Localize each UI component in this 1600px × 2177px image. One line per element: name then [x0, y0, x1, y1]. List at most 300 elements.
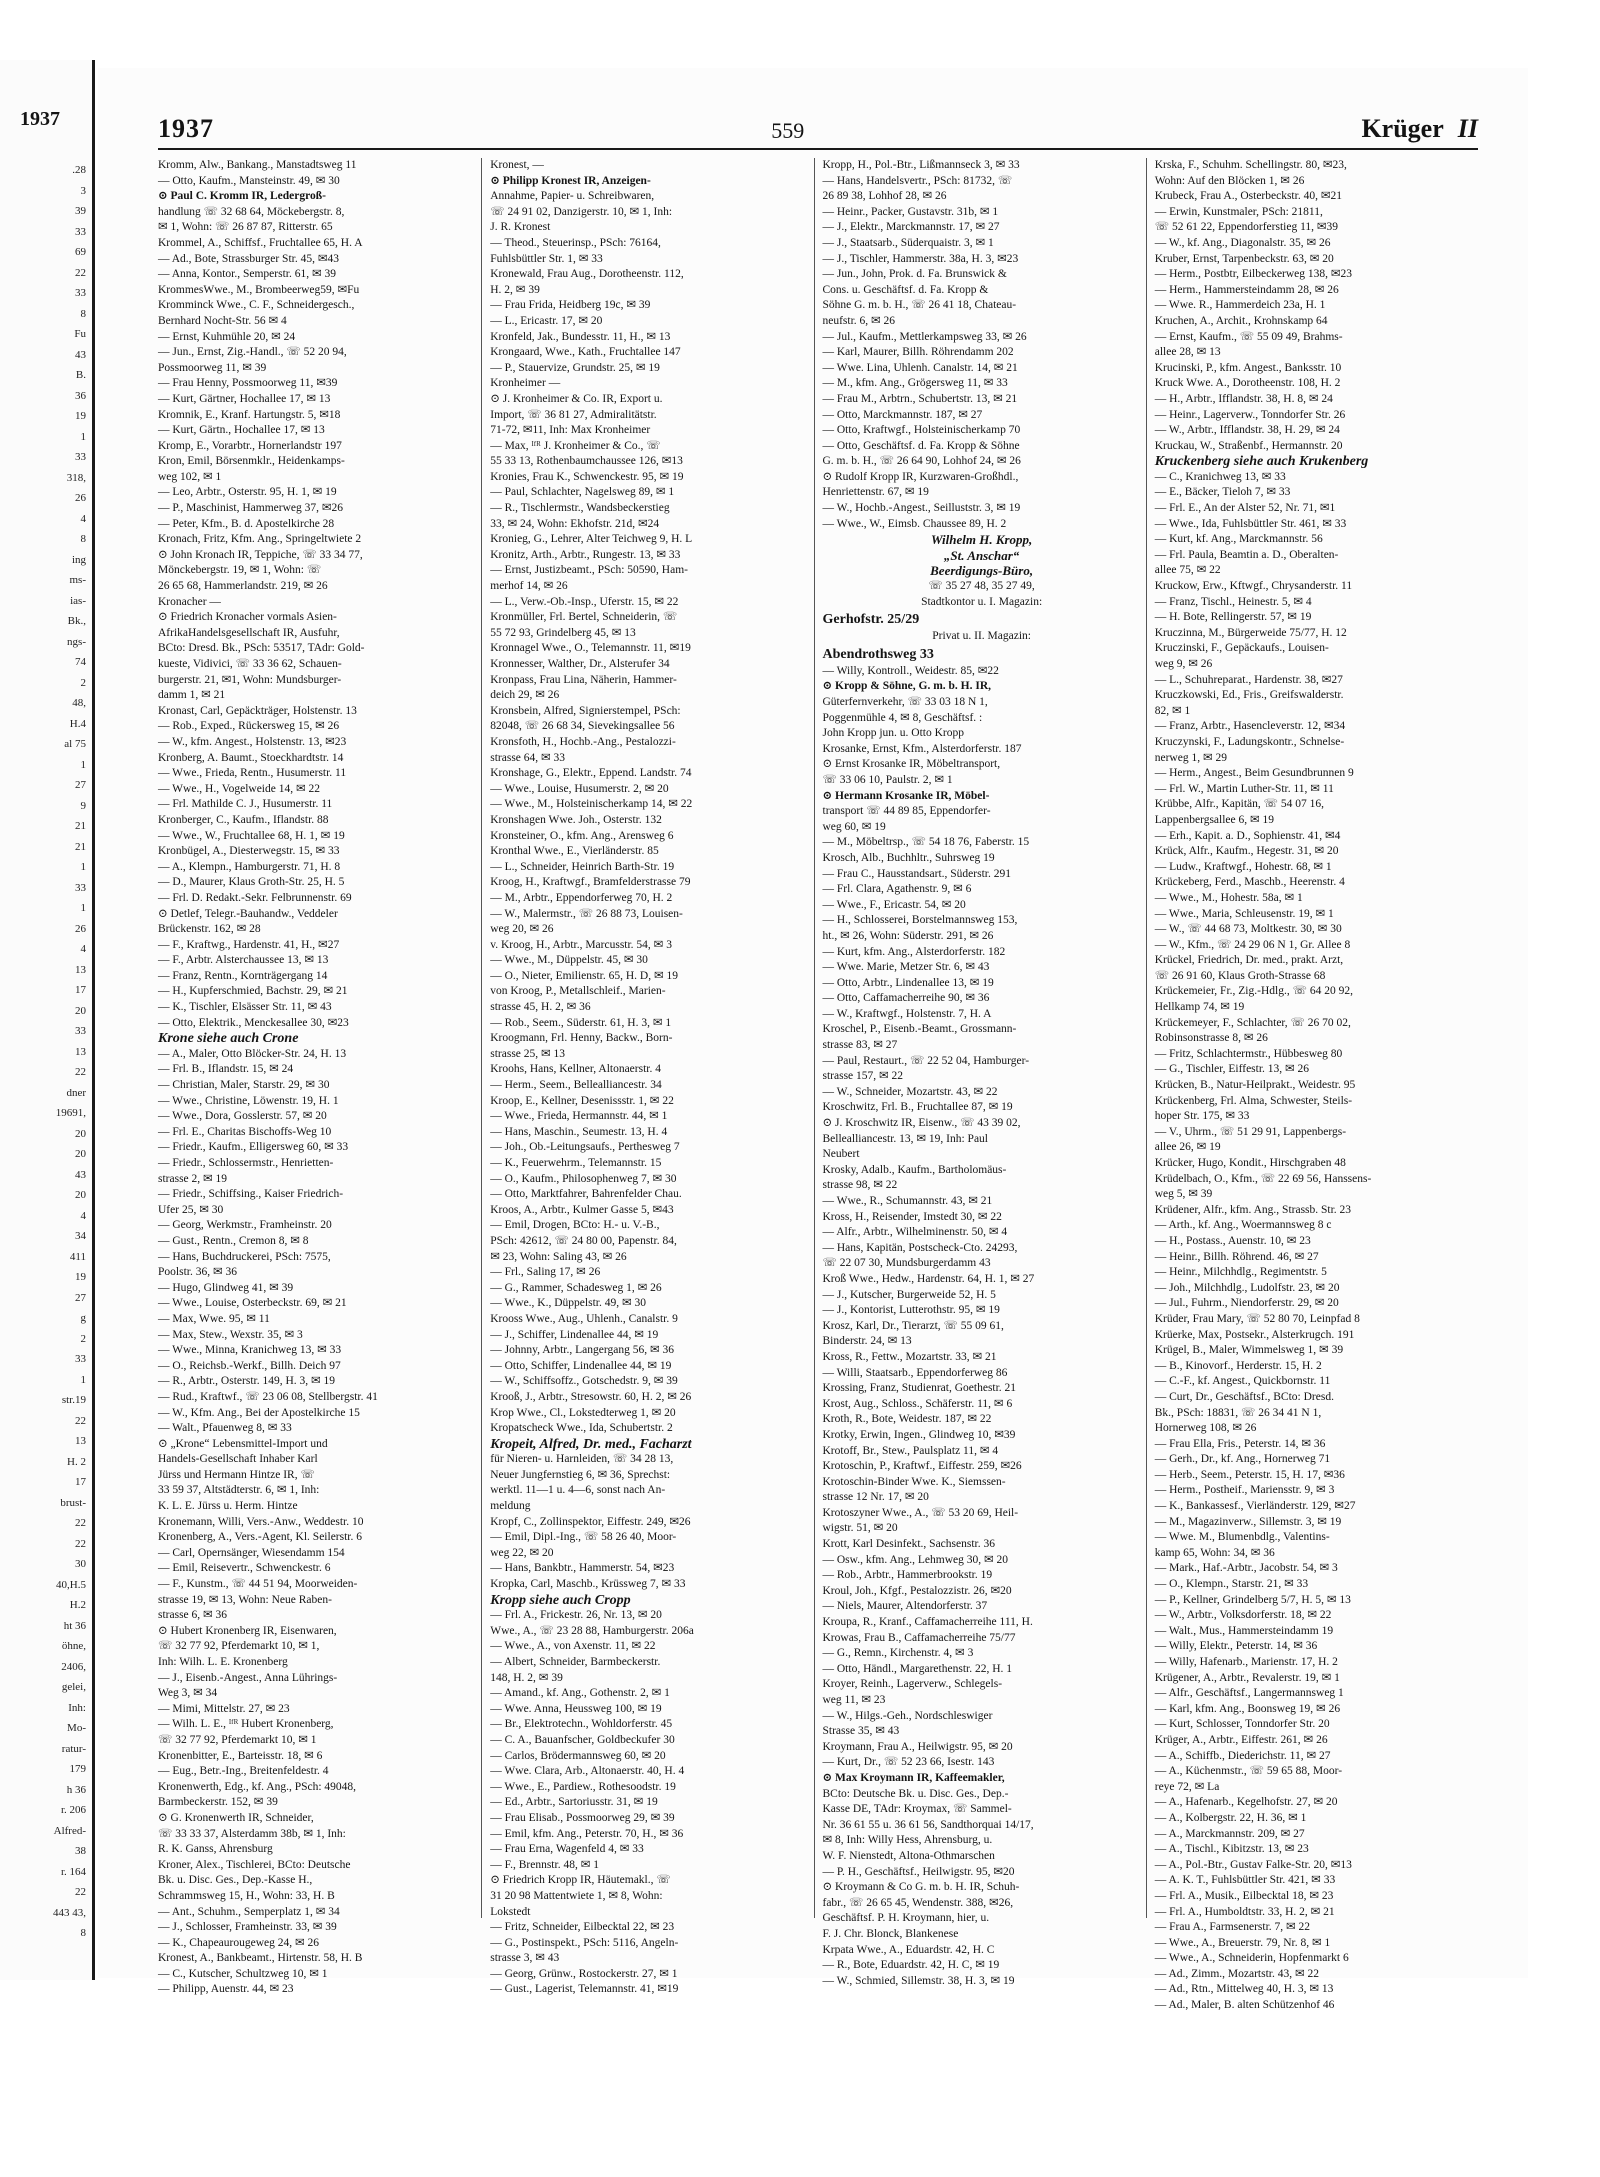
directory-entry: — O., Kaufm., Philosophenweg 7, ✉ 30: [490, 1172, 677, 1185]
directory-entry: — Jul., Fuhrm., Niendorferstr. 29, ✉ 20: [1154, 1297, 1339, 1310]
directory-entry: — Frau Frida, Heidberg 19c, ✉ 39: [490, 299, 651, 312]
directory-entry: strasse 2, ✉ 19: [158, 1172, 228, 1185]
directory-entry: ☏ 24 91 02, Danzigerstr. 10, ✉ 1, Inh:: [490, 205, 673, 218]
directory-entry: — F., Arbtr. Alsterchaussee 13, ✉ 13: [158, 954, 329, 967]
previous-page-fragment: Alfred-: [53, 1824, 86, 1837]
directory-entry: Brückenstr. 162, ✉ 28: [158, 923, 261, 936]
directory-entry: Neubert: [822, 1148, 860, 1161]
directory-entry: 71-72, ✉11, Inh: Max Kronheimer: [490, 424, 651, 437]
directory-entry: Kruczinna, M., Bürgerweide 75/77, H. 12: [1154, 626, 1347, 639]
directory-entry: Krüdelbach, O., Kfm., ☏ 22 69 56, Hanssens-: [1154, 1172, 1372, 1185]
directory-entry: — Otto, Händl., Margarethenstr. 22, H. 1: [822, 1662, 1013, 1675]
previous-page-fragment: 22: [75, 1414, 86, 1427]
directory-entry: Kronnagel Wwe., O., Telemannstr. 11, ✉19: [490, 642, 691, 655]
directory-entry: — Frau Erna, Wagenfeld 4, ✉ 33: [490, 1843, 644, 1856]
directory-entry: — Frau Elisab., Possmoorweg 29, ✉ 39: [490, 1811, 675, 1824]
previous-page-fragment: H.2: [69, 1599, 86, 1611]
previous-page-fragment: 1: [80, 1373, 86, 1386]
directory-entry: strasse 19, ✉ 13, Wohn: Neue Raben-: [158, 1593, 332, 1606]
previous-page-fragment: ias-: [70, 594, 86, 607]
directory-entry: — Wwe., Frieda, Hermannstr. 44, ✉ 1: [490, 1110, 668, 1123]
directory-entry: „St. Anschar“: [943, 547, 1020, 563]
running-head-name: Krüger: [1361, 114, 1444, 143]
directory-entry: ☏ 26 91 60, Klaus Groth-Strasse 68: [1154, 969, 1326, 982]
directory-entry: — Wwe., M., Hohestr. 58a, ✉ 1: [1154, 891, 1303, 904]
directory-entry: ☏ 33 06 10, Paulstr. 2, ✉ 1: [822, 773, 953, 786]
directory-entry: — Albert, Schneider, Barmbeckerstr.: [490, 1656, 661, 1668]
directory-entry: — H., Schlosserei, Borstelmannsweg 153,: [822, 914, 1018, 927]
directory-entry: Wilhelm H. Kropp,: [930, 532, 1033, 548]
directory-entry: — Wwe., W., Eimsb. Chaussee 89, H. 2: [822, 517, 1007, 530]
directory-entry: ☏ 32 77 92, Pferdemarkt 10, ✉ 1: [158, 1733, 317, 1746]
previous-page-fragment: gelei,: [61, 1681, 86, 1693]
directory-entry: — Jul., Kaufm., Mettlerkampsweg 33, ✉ 26: [822, 330, 1027, 343]
directory-entry: — R., Bote, Eduardstr. 42, H. C, ✉ 19: [822, 1959, 1000, 1972]
directory-entry: — Wwe. Marie, Metzer Str. 6, ✉ 43: [822, 961, 990, 974]
directory-entry: strasse 157, ✉ 22: [822, 1070, 904, 1083]
previous-page-fragment: 33: [75, 1025, 86, 1037]
directory-entry: Kronieg, G., Lehrer, Alter Teichweg 9, H. L: [490, 533, 693, 546]
directory-entry: — Curt, Dr., Geschäftsf., BCto: Dresd.: [1154, 1390, 1334, 1403]
directory-entry: ⊙ Max Kroymann IR, Kaffeemakler,: [822, 1771, 1005, 1784]
directory-entry: — Jun., Ernst, Zig.-Handl., ☏ 52 20 94,: [158, 346, 347, 359]
directory-entry: 33 59 37, Altstädterstr. 6, ✉ 1, Inh:: [158, 1484, 320, 1497]
directory-entry: PSch: 42612, ☏ 24 80 00, Papenstr. 84,: [490, 1234, 677, 1247]
previous-page-fragment: 8: [80, 307, 86, 320]
directory-entry: — J., Kutscher, Burgerweide 52, H. 5: [822, 1288, 996, 1301]
directory-entry: ☏ 52 61 22, Eppendorferstieg 11, ✉39: [1154, 221, 1339, 234]
directory-entry: ☏ 22 07 30, Mundsburgerdamm 43: [822, 1257, 991, 1270]
directory-entry: — Wwe., A., Breuerstr. 79, Nr. 8, ✉ 1: [1154, 1936, 1331, 1949]
directory-entry: KrommesWwe., M., Brombeerweg59, ✉Fu: [158, 283, 360, 296]
directory-entry: — W., Kfm., ☏ 24 29 06 N 1, Gr. Allee 8: [1154, 938, 1351, 951]
previous-page-fragment: 40,H.5: [56, 1578, 86, 1591]
directory-entry: fabr., ☏ 26 65 45, Wendenstr. 388, ✉26,: [822, 1896, 1014, 1909]
directory-entry: Krückemeyer, F., Schlachter, ☏ 26 70 02,: [1154, 1016, 1351, 1029]
previous-page-fragment: 13: [75, 963, 86, 976]
directory-entry: — Kurt, Gärtn., Hochallee 17, ✉ 13: [158, 424, 325, 437]
directory-entry: — A., Pol.-Btr., Gustav Falke-Str. 20, ✉13: [1154, 1858, 1352, 1871]
directory-entry: kueste, Vidivici, ☏ 33 36 62, Schauen-: [158, 658, 342, 670]
column-1: [158, 158, 482, 1996]
directory-entry: Kronthal Wwe., E., Vierländerstr. 85: [490, 845, 659, 858]
directory-entry: — K., Feuerwehrm., Telemannstr. 15: [490, 1157, 662, 1169]
directory-entry: — W., kfm. Angest., Holstenstr. 13, ✉23: [158, 735, 347, 748]
directory-entry: Krott, Karl Desinfekt., Sachsenstr. 36: [822, 1538, 995, 1551]
directory-entry: ✉ 8, Inh: Willy Hess, Ahrensburg, u.: [822, 1834, 993, 1847]
directory-entry: Krückemeier, Fr., Zig.-Hdlg., ☏ 64 20 92,: [1154, 985, 1353, 998]
directory-entry: — P., Stauervize, Grundstr. 25, ✉ 19: [490, 361, 660, 374]
directory-entry: — A., Tischl., Kibitzstr. 13, ✉ 23: [1154, 1843, 1309, 1856]
directory-entry: strasse 3, ✉ 43: [490, 1952, 560, 1965]
directory-entry: — W., Hochb.-Angest., Seilluststr. 3, ✉ 19: [822, 502, 1021, 515]
directory-entry: Poggenmühle 4, ✉ 8, Geschäftsf. :: [822, 711, 983, 724]
directory-entry: Krotoszyner Wwe., A., ☏ 53 20 69, Heil-: [822, 1506, 1019, 1519]
directory-entry: werktl. 11—1 u. 4—6, sonst nach An-: [490, 1484, 666, 1497]
directory-entry: Kronach, Fritz, Kfm. Ang., Springeltwiete 2: [158, 533, 362, 546]
directory-entry: Kropeit, Alfred, Dr. med., Facharzt: [490, 1436, 692, 1452]
directory-entry: — Georg, Werkmstr., Framheinstr. 20: [158, 1219, 332, 1232]
directory-entry: — Hugo, Glindweg 41, ✉ 39: [158, 1281, 294, 1294]
directory-entry: — G., Tischler, Eiffestr. 13, ✉ 26: [1154, 1063, 1310, 1076]
directory-entry: Kruckenberg siehe auch Krukenberg: [1154, 454, 1369, 470]
directory-entry: — Herm., Hammersteindamm 28, ✉ 26: [1154, 283, 1339, 296]
directory-entry: — O., Nieter, Emilienstr. 65, H. D, ✉ 19: [490, 969, 678, 982]
directory-entry: — Frl. A., Frickestr. 26, Nr. 13, ✉ 20: [490, 1609, 662, 1622]
directory-entry: Krüerke, Max, Postsekr., Alsterkrugch. 191: [1154, 1328, 1355, 1341]
previous-page-fragment: al 75: [64, 738, 86, 750]
directory-entry: Jürss und Hermann Hintze IR, ☏: [158, 1468, 315, 1481]
previous-page-fragment: 21: [75, 840, 86, 853]
directory-entry: — Fritz, Schlachtermstr., Hübbesweg 80: [1154, 1047, 1343, 1060]
previous-page-fragment: 30: [75, 1558, 86, 1570]
previous-page-fragment: 26: [75, 492, 86, 504]
previous-page-fragment: 33: [75, 287, 86, 299]
directory-entry: Bernhard Nocht-Str. 56 ✉ 4: [158, 314, 287, 327]
previous-page-fragment: 69: [75, 246, 86, 258]
directory-entry: — A., Küchenmstr., ☏ 59 65 88, Moor-: [1154, 1765, 1343, 1778]
directory-entry: — Wwe., Christine, Löwenstr. 19, H. 1: [158, 1094, 339, 1107]
directory-entry: — Mark., Haf.-Arbtr., Jacobstr. 54, ✉ 3: [1154, 1562, 1338, 1575]
previous-page-fragment: 411: [69, 1250, 86, 1263]
previous-page-fragment: 2406,: [61, 1660, 86, 1673]
directory-entry: Kronsteiner, O., kfm. Ang., Arensweg 6: [490, 829, 674, 842]
directory-entry: — W., Kfm. Ang., Bei der Apostelkirche 15: [158, 1406, 360, 1419]
directory-entry: — Frl. Mathilde C. J., Husumerstr. 11: [158, 798, 333, 811]
directory-page: [98, 68, 1528, 2012]
directory-entry: — Wwe., A., Schneiderin, Hopfenmarkt 6: [1154, 1952, 1349, 1965]
directory-entry: Neuer Jungfernstieg 6, ✉ 36, Sprechst:: [490, 1468, 671, 1481]
directory-entry: — Wwe., M., Düppelstr. 45, ✉ 30: [490, 954, 648, 967]
previous-page-fragment: ms-: [69, 574, 86, 586]
previous-page-fragment: 9: [80, 799, 86, 812]
directory-entry: — L., Schneider, Heinrich Barth-Str. 19: [490, 860, 675, 873]
previous-page-fragment: .28: [72, 164, 86, 176]
directory-entry: — C.-F., kf. Angest., Quickbornstr. 11: [1154, 1375, 1331, 1388]
directory-entry: — Gust., Rentn., Cremon 8, ✉ 8: [158, 1234, 309, 1247]
directory-entry: Kroupa, R., Kranf., Caffamacherreihe 111, H.: [822, 1616, 1033, 1629]
previous-page-fragment: 13: [75, 1435, 86, 1447]
directory-entry: BCto: Dresd. Bk., PSch: 53517, TAdr: Gold-: [158, 642, 365, 655]
directory-entry: — L., Ericastr. 17, ✉ 20: [490, 314, 603, 327]
previous-page-fragment: dner: [66, 1086, 86, 1099]
directory-entry: Krongaard, Wwe., Kath., Fruchtallee 147: [490, 346, 681, 359]
directory-entry: — Wwe., E., Pardiew., Rothesoodstr. 19: [490, 1780, 676, 1793]
directory-entry: Lokstedt: [490, 1905, 531, 1918]
directory-entry: ⊙ Ernst Krosanke IR, Möbeltransport,: [822, 758, 1001, 771]
directory-entry: — Otto, Marckmannstr. 187, ✉ 27: [822, 408, 983, 421]
directory-entry: Cons. u. Geschäftsf. d. Fa. Kropp &: [822, 283, 989, 296]
directory-entry: — Franz, Rentn., Kornträgergang 14: [158, 969, 328, 982]
directory-entry: ⊙ G. Kronenwerth IR, Schneider,: [158, 1811, 314, 1824]
directory-entry: — F., Kraftwg., Hardenstr. 41, H., ✉27: [158, 938, 340, 951]
directory-entry: Krossing, Franz, Studienrat, Goethestr. 21: [822, 1382, 1017, 1395]
directory-entry: Krska, F., Schuhm. Schellingstr. 80, ✉23,: [1154, 159, 1347, 171]
directory-entry: — Otto, Kaufm., Mansteinstr. 49, ✉ 30: [158, 174, 340, 187]
directory-entry: — Paul, Restaurt., ☏ 22 52 04, Hamburger-: [822, 1054, 1030, 1067]
directory-entry: Kroohs, Hans, Kellner, Altonaerstr. 4: [490, 1063, 661, 1076]
directory-entry: — Max, Wwe. 95, ✉ 11: [158, 1312, 270, 1325]
directory-entry: Kroogmann, Frl. Henny, Backw., Born-: [490, 1032, 673, 1045]
directory-entry: Kronbügel, A., Diesterwegstr. 15, ✉ 33: [158, 845, 340, 858]
directory-entry: — Hans, Bankbtr., Hammerstr. 54, ✉23: [490, 1562, 675, 1575]
directory-entry: — A., Schiffb., Diederichstr. 11, ✉ 27: [1154, 1749, 1331, 1762]
previous-page-fragment: 26: [75, 922, 86, 935]
directory-entry: Güterfernverkehr, ☏ 33 03 18 N 1,: [822, 696, 988, 708]
directory-entry: v. Kroog, H., Arbtr., Marcusstr. 54, ✉ 3: [490, 938, 672, 951]
previous-page-fragment: 38: [75, 1845, 86, 1857]
directory-entry: damm 1, ✉ 21: [158, 689, 226, 702]
directory-entry: — Gerh., Dr., kf. Ang., Hornerweg 71: [1154, 1453, 1331, 1466]
directory-entry: Schrammsweg 15, H., Wohn: 33, H. B: [158, 1889, 335, 1902]
directory-entry: Kropatscheck Wwe., Ida, Schubertstr. 2: [490, 1422, 673, 1435]
directory-entry: Kroos, A., Arbtr., Kulmer Gasse 5, ✉43: [490, 1203, 674, 1216]
previous-page-fragment: 2: [80, 1332, 86, 1345]
directory-entry: — Heinr., Billh. Röhrend. 46, ✉ 27: [1154, 1250, 1319, 1263]
directory-entry: — Leo, Arbtr., Osterstr. 95, H. 1, ✉ 19: [158, 486, 337, 499]
previous-page-fragment: 17: [75, 984, 86, 996]
previous-page-fragment: 20: [75, 1127, 86, 1140]
previous-page-fragment: Fu: [74, 328, 86, 340]
directory-entry: strasse 6, ✉ 36: [158, 1609, 228, 1622]
directory-entry: — J., Elektr., Marckmannstr. 17, ✉ 27: [822, 221, 1000, 234]
directory-entry: — H., Arbtr., Ifflandstr. 38, H. 8, ✉ 24: [1154, 392, 1333, 405]
directory-entry: — Willi, Staatsarb., Eppendorferweg 86: [822, 1366, 1008, 1379]
directory-entry: — Wwe. Lina, Uhlenh. Canalstr. 14, ✉ 21: [822, 361, 1018, 374]
directory-entry: — Alfr., Arbtr., Wilhelminenstr. 50, ✉ 4: [822, 1226, 1008, 1239]
directory-entry: — F., Brennstr. 48, ✉ 1: [490, 1858, 599, 1871]
directory-entry: — A., Hafenarb., Kegelhofstr. 27, ✉ 20: [1154, 1796, 1338, 1809]
directory-entry: 26 65 68, Hammerlandstr. 219, ✉ 26: [158, 580, 328, 593]
directory-entry: — H., Kupferschmied, Bachstr. 29, ✉ 21: [158, 985, 348, 998]
previous-page-fragment: H.4: [69, 717, 86, 730]
directory-entry: Kruczinski, F., Gepäckaufs., Louisen-: [1154, 642, 1329, 655]
directory-entry: allee 75, ✉ 22: [1154, 564, 1221, 577]
directory-entry: Stadtkontor u. I. Magazin:: [921, 595, 1043, 608]
directory-entry: transport ☏ 44 89 85, Eppendorfer-: [822, 805, 991, 818]
directory-entry: — M., Arbtr., Eppendorferweg 70, H. 2: [490, 891, 673, 904]
previous-page-fragment: 20: [75, 1189, 86, 1201]
previous-page-fragment: 43: [75, 1168, 86, 1181]
directory-entry: — Anna, Kontor., Semperstr. 61, ✉ 39: [158, 268, 336, 281]
directory-entry: H. 2, ✉ 39: [490, 283, 540, 296]
directory-entry: Kronsbein, Alfred, Signierstempel, PSch:: [490, 704, 681, 717]
directory-entry: — L., Schuhreparat., Hardenstr. 38, ✉27: [1154, 673, 1343, 686]
running-head-volume: II: [1457, 114, 1478, 143]
directory-entry: Kronewald, Frau Aug., Dorotheenstr. 112,: [490, 268, 684, 281]
directory-entry: — Fritz, Schneider, Eilbecktal 22, ✉ 23: [490, 1921, 675, 1934]
directory-entry: weg 11, ✉ 23: [822, 1694, 886, 1706]
previous-page-fragment: Bk.,: [67, 615, 86, 627]
directory-entry: Kronnesser, Walther, Dr., Alsterufer 34: [490, 658, 670, 670]
directory-entry: ☏ 33 33 37, Alsterdamm 38b, ✉ 1, Inh:: [158, 1827, 346, 1840]
directory-entry: — F., Kunstm., ☏ 44 51 94, Moorweiden-: [158, 1578, 358, 1591]
directory-entry: BCto: Deutsche Bk. u. Disc. Ges., Dep.-: [822, 1787, 1009, 1800]
directory-entry: — Emil, Reisevertr., Schwenckestr. 6: [158, 1562, 331, 1575]
directory-entry: Kroß Wwe., Hedw., Hardenstr. 64, H. 1, ✉ 27: [822, 1272, 1035, 1285]
directory-entry: — W., Schiffsoffz., Gotschedstr. 9, ✉ 39: [490, 1375, 678, 1388]
directory-entry: — J., Eisenb.-Angest., Anna Lührings-: [158, 1671, 338, 1684]
previous-page-fragment: ngs-: [67, 635, 86, 648]
directory-entry: Beerdigungs-Büro,: [930, 563, 1034, 579]
directory-entry: — M., kfm. Ang., Grögersweg 11, ✉ 33: [822, 377, 1008, 390]
directory-entry: — Frau Ella, Fris., Peterstr. 14, ✉ 36: [1154, 1437, 1326, 1450]
directory-entry: Robinsonstrasse 8, ✉ 26: [1154, 1032, 1268, 1045]
previous-page-fragment: 22: [75, 266, 86, 279]
directory-entry: — Frl. W., Martin Luther-Str. 11, ✉ 11: [1154, 782, 1334, 795]
directory-entry: — V., Uhrm., ☏ 51 29 91, Lappenbergs-: [1154, 1125, 1347, 1138]
directory-entry: — Ludw., Kraftwgf., Hohestr. 68, ✉ 1: [1154, 860, 1332, 873]
directory-entry: — Johnny, Arbtr., Langergang 56, ✉ 36: [490, 1344, 674, 1357]
directory-entry: Annahme, Papier- u. Schreibwaren,: [490, 190, 655, 203]
directory-entry: — Wwe., F., Ericastr. 54, ✉ 20: [822, 898, 966, 911]
directory-entry: strasse 98, ✉ 22: [822, 1179, 898, 1192]
directory-entry: — Erh., Kapit. a. D., Sophienstr. 41, ✉4: [1154, 829, 1341, 842]
directory-entry: Kron, Emil, Börsenmklr., Heidenkamps-: [158, 455, 345, 468]
directory-entry: Kruczkowski, Ed., Fris., Greifswalderstr.: [1154, 689, 1344, 702]
directory-entry: Kruczynski, F., Ladungskontr., Schnelse-: [1154, 735, 1345, 748]
previous-page-fragment: Inh:: [68, 1701, 86, 1714]
directory-entry: — Kurt, Gärtner, Hochallee 17, ✉ 13: [158, 392, 331, 405]
directory-entry: Henriettenstr. 67, ✉ 19: [822, 486, 929, 499]
directory-entry: — J., Schiffer, Lindenallee 44, ✉ 19: [490, 1328, 659, 1341]
directory-entry: — Wwe., Louise, Husumerstr. 2, ✉ 20: [490, 782, 669, 795]
directory-entry: Kronenberg, A., Vers.-Agent, Kl. Seilerstr. 6: [158, 1531, 362, 1544]
directory-entry: weg 60, ✉ 19: [822, 820, 886, 833]
previous-page-fragment: H. 2: [67, 1455, 86, 1468]
directory-entry: — W., Schmied, Sillemstr. 38, H. 3, ✉ 19: [822, 1974, 1015, 1987]
directory-entry: — Frl., Saling 17, ✉ 26: [490, 1266, 601, 1279]
directory-entry: Krüdener, Alfr., kfm. Ang., Strassb. Str. 23: [1154, 1203, 1352, 1216]
directory-entry: — Frl. B., Iflandstr. 15, ✉ 24: [158, 1063, 294, 1076]
directory-entry: — Emil, kfm. Ang., Peterstr. 70, H., ✉ 36: [490, 1827, 684, 1840]
directory-entry: W. F. Nienstedt, Altona-Othmarschen: [822, 1849, 995, 1862]
directory-entry: Bellealliancestr. 13, ✉ 19, Inh: Paul: [822, 1132, 988, 1145]
directory-entry: K. L. E. Jürss u. Herm. Hintze: [158, 1500, 298, 1513]
directory-entry: Krosz, Karl, Dr., Tierarzt, ☏ 55 09 61,: [822, 1319, 1004, 1332]
directory-entry: — Br., Elektrotechn., Wohldorferstr. 45: [490, 1718, 673, 1731]
directory-entry: — Emil, Dipl.-Ing., ☏ 58 26 40, Moor-: [490, 1531, 677, 1544]
directory-entry: — Otto, Arbtr., Lindenallee 13, ✉ 19: [822, 976, 994, 989]
previous-page-margin: [0, 60, 95, 1980]
directory-entry: — Walt., Mus., Hammersteindamm 19: [1154, 1624, 1334, 1637]
previous-page-fragment: ing: [71, 553, 86, 566]
directory-entry: Wwe., A., ☏ 23 28 88, Hamburgerstr. 206a: [490, 1624, 694, 1637]
directory-entry: ✉ 23, Wohn: Saling 43, ✉ 26: [490, 1250, 627, 1263]
directory-entry: — Niels, Maurer, Altendorferstr. 37: [822, 1600, 988, 1613]
directory-entry: — Wilh. L. E., ᴵᶠᴿ Hubert Kronenberg,: [158, 1718, 334, 1731]
directory-entry: Krücken, B., Natur-Heilprakt., Weidestr. 95: [1154, 1079, 1356, 1092]
directory-entry: ⊙ Philipp Kronest IR, Anzeigen-: [490, 174, 651, 187]
directory-entry: — Max, ᴵᶠᴿ J. Kronheimer & Co., ☏: [490, 439, 661, 452]
directory-entry: Krooss Wwe., Aug., Uhlenh., Canalstr. 9: [490, 1312, 678, 1325]
directory-entry: — Wwe. Anna, Heussweg 100, ✉ 19: [490, 1702, 662, 1715]
directory-entry: — Theod., Steuerinsp., PSch: 76164,: [490, 236, 661, 249]
directory-entry: Privat u. II. Magazin:: [932, 630, 1031, 643]
directory-entry: — R., Arbtr., Osterstr. 149, H. 3, ✉ 19: [158, 1375, 336, 1388]
previous-page-fragment: 33: [75, 451, 86, 463]
directory-entry: — Frl. A., Musik., Eilbecktal 18, ✉ 23: [1154, 1889, 1334, 1902]
directory-entry: ☏ 32 77 92, Pferdemarkt 10, ✉ 1,: [158, 1640, 320, 1653]
directory-entry: Krückeberg, Ferd., Maschb., Heerenstr. 4: [1154, 876, 1345, 889]
directory-entry: 82, ✉ 1: [1154, 704, 1191, 717]
previous-page-fragment: 34: [75, 1230, 86, 1242]
directory-entry: 26 89 38, Lohhof 28, ✉ 26: [822, 190, 947, 203]
directory-entry: Strasse 35, ✉ 43: [822, 1725, 900, 1738]
directory-entry: Gerhofstr. 25/29: [822, 612, 920, 628]
directory-entry: — Frl. D. Redakt.-Sekr. Felbrunnenstr. 69: [158, 891, 352, 904]
directory-entry: Mönckebergstr. 19, ✉ 1, Wohn: ☏: [158, 564, 322, 577]
directory-entry: ✉ 1, Wohn: ☏ 26 87 87, Ritterstr. 65: [158, 221, 333, 234]
directory-entry: — Frl. E., An der Alster 52, Nr. 71, ✉1: [1154, 502, 1336, 515]
directory-entry: AfrikaHandelsgesellschaft IR, Ausfuhr,: [158, 626, 340, 639]
directory-entry: Geschäftsf. P. H. Kroymann, hier, u.: [822, 1912, 990, 1925]
directory-entry: — Ad., Rtn., Mittelweg 40, H. 3, ✉ 13: [1154, 1983, 1334, 1996]
directory-entry: — G., Remn., Kirchenstr. 4, ✉ 3: [822, 1647, 974, 1660]
directory-entry: — Ad., Zimm., Mozartstr. 43, ✉ 22: [1154, 1967, 1319, 1980]
directory-entry: Kasse DE, TAdr: Kroymax, ☏ Sammel-: [822, 1803, 1012, 1816]
previous-page-fragment: h 36: [66, 1783, 86, 1796]
previous-page-fragment: 1: [80, 430, 86, 443]
previous-page-fragment: r. 164: [60, 1865, 86, 1878]
previous-page-fragment: 36: [75, 389, 86, 402]
directory-entry: — Wwe., H., Vogelweide 14, ✉ 22: [158, 782, 320, 795]
previous-page-fragment: 21: [75, 820, 86, 832]
directory-entry: Kronenbitter, E., Barteisstr. 18, ✉ 6: [158, 1749, 323, 1762]
directory-entry: — Heinr., Milchhdlg., Regimentstr. 5: [1154, 1266, 1327, 1279]
directory-entry: 82048, ☏ 26 68 34, Sievekingsallee 56: [490, 720, 675, 733]
directory-entry: — Osw., kfm. Ang., Lehmweg 30, ✉ 20: [822, 1553, 1009, 1566]
directory-entry: — Ad., Maler, B. alten Schützenhof 46: [1154, 1999, 1335, 2012]
previous-page-fragment: 22: [75, 1517, 86, 1529]
directory-entry: — A. K. T., Fuhlsbüttler Str. 421, ✉ 33: [1154, 1874, 1336, 1887]
directory-entry: — Otto, Geschäftsf. d. Fa. Kropp & Söhne: [822, 439, 1020, 452]
directory-entry: — Kurt, Schlosser, Tonndorfer Str. 20: [1154, 1718, 1330, 1731]
directory-entry: Krosch, Alb., Buchhltr., Suhrsweg 19: [822, 851, 995, 864]
directory-entry: Kronacher —: [158, 595, 221, 608]
directory-entry: — G., Postinspekt., PSch: 5116, Angeln-: [490, 1936, 679, 1949]
directory-entry: — Karl, Maurer, Billh. Röhrendamm 202: [822, 346, 1014, 359]
directory-entry: — C., Kutscher, Schultzweg 10, ✉ 1: [158, 1967, 328, 1980]
previous-page-fragment: 8: [80, 1927, 86, 1939]
directory-entry: Krotoff, Br., Stew., Paulsplatz 11, ✉ 4: [822, 1444, 999, 1457]
directory-entry: — Heinr., Packer, Gustavstr. 31b, ✉ 1: [822, 205, 999, 218]
directory-entry: Poolstr. 36, ✉ 36: [158, 1266, 237, 1279]
directory-entry: — Herm., Seem., Bellealliancestr. 34: [490, 1079, 662, 1092]
previous-page-fragment: 443 43,: [53, 1906, 86, 1919]
directory-entry: Kruber, Ernst, Tarpenbeckstr. 63, ✉ 20: [1154, 252, 1334, 265]
previous-page-fragment: 13: [75, 1045, 86, 1058]
previous-page-fragment: 318,: [66, 471, 86, 484]
directory-entry: — Rob., Seem., Süderstr. 61, H. 3, ✉ 1: [490, 1016, 672, 1029]
directory-entry: — Alfr., Geschäftsf., Langermannsweg 1: [1154, 1687, 1344, 1700]
previous-page-fragment: 33: [75, 1353, 86, 1365]
directory-entry: — R., Tischlermstr., Wandsbeckerstieg: [490, 502, 670, 515]
directory-entry: — Wwe., M., Holsteinischerkamp 14, ✉ 22: [490, 798, 693, 811]
directory-entry: — Friedr., Kaufm., Elligersweg 60, ✉ 33: [158, 1141, 349, 1154]
directory-entry: — Otto, Caffamacherreihe 90, ✉ 36: [822, 992, 990, 1005]
directory-entry: Kruchen, A., Archit., Krohnskamp 64: [1154, 314, 1328, 327]
previous-page-fragment: 33: [75, 225, 86, 238]
directory-entry: Kromm, Alw., Bankang., Manstadtsweg 11: [158, 159, 357, 171]
previous-page-fragment: 27: [75, 1291, 86, 1304]
directory-entry: — Franz, Arbtr., Hasencleverstr. 12, ✉34: [1154, 720, 1346, 733]
directory-entry: F. J. Chr. Blonck, Blankenese: [822, 1927, 959, 1940]
directory-entry: Kronfeld, Jak., Bundesstr. 11, H., ✉ 13: [490, 330, 671, 343]
previous-page-fragment: 22: [75, 1066, 86, 1078]
directory-entry: Kronshage, G., Elektr., Eppend. Landstr. 74: [490, 767, 692, 780]
directory-entry: Krüder, Frau Mary, ☏ 52 80 70, Leinpfad 8: [1154, 1312, 1360, 1325]
